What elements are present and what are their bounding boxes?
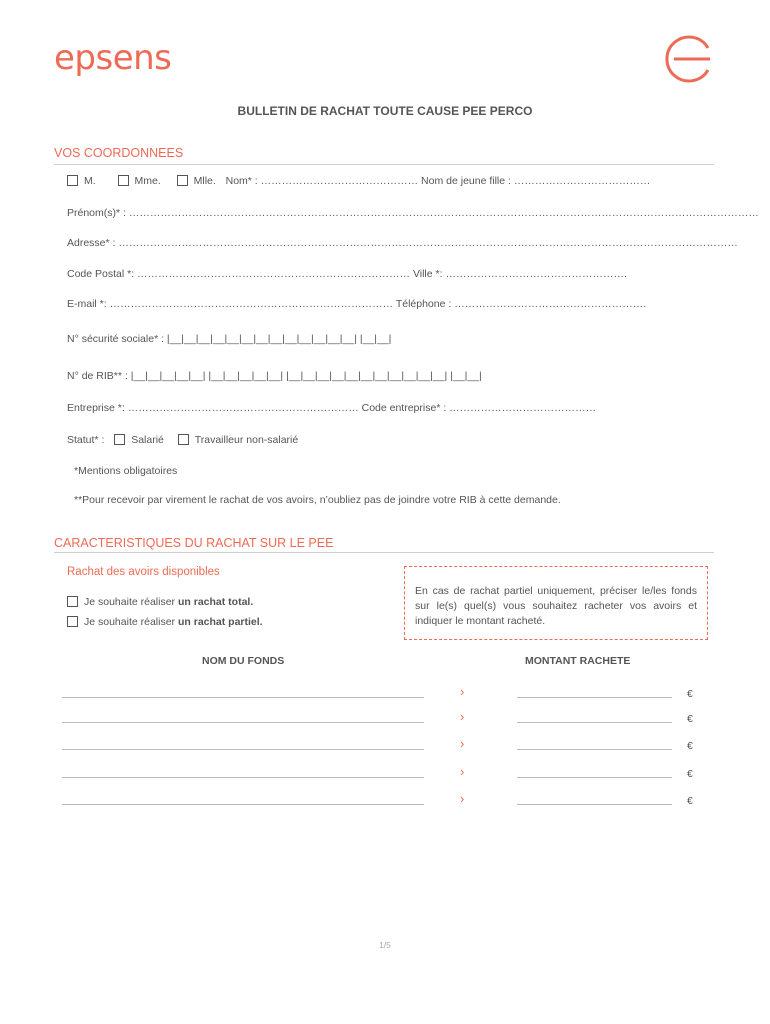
chevron-right-icon: › — [460, 736, 465, 751]
euro-symbol: € — [687, 768, 693, 780]
amount-input[interactable] — [517, 697, 672, 698]
fund-name-input[interactable] — [62, 722, 424, 723]
amount-input[interactable] — [517, 722, 672, 723]
civility-row — [67, 175, 650, 187]
chevron-right-icon: › — [460, 791, 465, 806]
partial-info-text: En cas de rachat partiel uniquement, préciser le/les fonds sur le(s) quel(s) vous souhaitez racheter vos avoirs et indiquer le montant racheté. — [415, 585, 697, 627]
checkbox-mme[interactable] — [118, 175, 129, 186]
amount-input[interactable] — [517, 804, 672, 805]
fund-name-input[interactable] — [62, 804, 424, 805]
section-divider — [54, 164, 714, 165]
euro-symbol: € — [687, 688, 693, 700]
option-prefix: Je souhaite réaliser — [84, 616, 176, 628]
fund-name-input[interactable] — [62, 697, 424, 698]
checkbox-m[interactable] — [67, 175, 78, 186]
document-title: BULLETIN DE RACHAT TOUTE CAUSE PEE PERCO — [237, 104, 533, 118]
euro-symbol: € — [687, 713, 693, 725]
page-number: 1/5 — [379, 940, 391, 950]
section-title-caracteristiques: CARACTERISTIQUES DU RACHAT SUR LE PEE — [54, 536, 334, 550]
subtitle-rachat-avoirs: Rachat des avoirs disponibles — [67, 566, 220, 578]
euro-symbol: € — [687, 740, 693, 752]
section-title-coordonnees: VOS COORDONNEES — [54, 146, 184, 160]
checkbox-salarie[interactable] — [114, 434, 125, 445]
checkbox-mlle[interactable] — [177, 175, 188, 186]
chevron-right-icon: › — [460, 764, 465, 779]
amount-input[interactable] — [517, 749, 672, 750]
label-mme: Mme. — [134, 175, 161, 187]
nom-field[interactable]: Nom* : ……………………………………… Nom de jeune fille : ………………………………… — [225, 175, 651, 187]
code-postal-ville-field[interactable]: Code Postal *: …………………………………………………………………… Ville *: ……………………………………………. — [67, 268, 627, 280]
brand-logo-icon — [664, 34, 714, 84]
securite-sociale-field[interactable]: N° sécurité sociale* : |__|__|__|__|__|__|__|__|__|__|__|__|__| |__|__| — [67, 333, 392, 345]
fund-name-input[interactable] — [62, 777, 424, 778]
entreprise-field[interactable]: Entreprise *: ………………………………………………………… Code entreprise* : …………………………………… — [67, 402, 597, 414]
option-rachat-total — [67, 596, 253, 608]
fund-name-input[interactable] — [62, 749, 424, 750]
statut-label: Statut* : — [67, 434, 105, 446]
chevron-right-icon: › — [460, 684, 465, 699]
rib-field[interactable]: N° de RIB** : |__|__|__|__|__| |__|__|__|__|__| |__|__|__|__|__|__|__|__|__|__|__| |__|__| — [67, 370, 482, 382]
euro-symbol: € — [687, 795, 693, 807]
option-prefix: Je souhaite réaliser — [84, 596, 176, 608]
prenom-field[interactable]: Prénom(s)* : ……………………………………………………………………………………………………………………………………………………………… — [67, 207, 759, 219]
checkbox-rachat-partiel[interactable] — [67, 616, 78, 627]
note-rib: **Pour recevoir par virement le rachat de vos avoirs, n’oubliez pas de joindre votre RIB à cette demande. — [74, 494, 561, 506]
adresse-field[interactable]: Adresse* : …………………………………………………………………………………………………………………………………………………………… — [67, 237, 738, 249]
option-total-label: un rachat total. — [177, 596, 254, 608]
chevron-right-icon: › — [460, 709, 465, 724]
column-header-fonds: NOM DU FONDS — [202, 655, 285, 667]
label-salarie: Salarié — [131, 434, 164, 446]
amount-input[interactable] — [517, 777, 672, 778]
section-divider-2 — [54, 552, 714, 553]
note-mentions-obligatoires: *Mentions obligatoires — [74, 465, 178, 477]
statut-row — [67, 434, 298, 446]
option-rachat-partiel — [67, 616, 263, 628]
checkbox-non-salarie[interactable] — [178, 434, 189, 445]
email-telephone-field[interactable]: E-mail *: ……………………………………………………………………… Téléphone : ………………………………………………. — [67, 298, 647, 310]
column-header-montant: MONTANT RACHETE — [525, 655, 631, 667]
brand-logo-text: epsens — [54, 38, 172, 78]
option-partiel-label: un rachat partiel. — [177, 616, 263, 628]
label-mlle: Mlle. — [193, 175, 216, 187]
label-non-salarie: Travailleur non-salarié — [194, 434, 299, 446]
checkbox-rachat-total[interactable] — [67, 596, 78, 607]
label-m: M. — [84, 175, 96, 187]
